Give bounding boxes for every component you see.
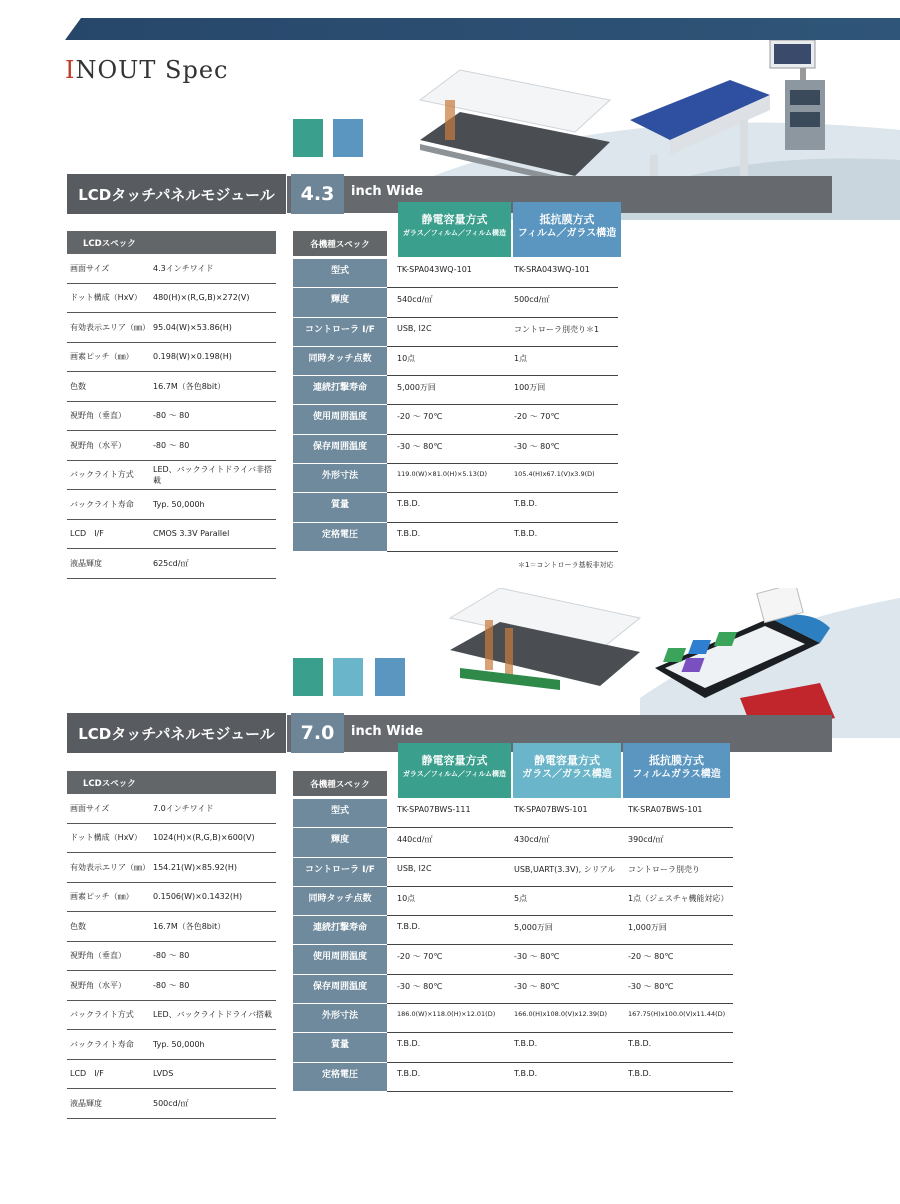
model-spec-value: TK-SPA043WQ-101 (387, 259, 504, 288)
model-spec-label: 定格電圧 (293, 1063, 387, 1092)
model-spec-label: 質量 (293, 493, 387, 522)
lcd-spec-row (67, 520, 276, 550)
lcd-spec-label: バックライト寿命 (70, 499, 134, 509)
model-spec-row (293, 828, 733, 857)
model-spec-value: TK-SRA07BWS-101 (618, 799, 733, 828)
lcd-spec-table-43 (67, 231, 276, 579)
model-spec-row (293, 318, 618, 347)
model-spec-value: 1点 (504, 347, 618, 376)
top-accent-bar (65, 18, 900, 40)
lcd-spec-value: CMOS 3.3V Parallel (153, 529, 230, 539)
model-spec-row (293, 347, 618, 376)
model-spec-row (293, 435, 618, 464)
model-spec-row (293, 858, 733, 887)
lcd-spec-value: LVDS (153, 1069, 174, 1079)
brand-first-letter: I (65, 56, 76, 84)
lcd-spec-label: 有効表示エリア（㎜） (70, 862, 150, 872)
lcd-spec-row (67, 1030, 276, 1060)
lcd-spec-label: 画面サイズ (70, 263, 110, 273)
column-header-capacitive-film: 静電容量方式 ガラス／フィルム／フィルム構造 (398, 743, 511, 798)
model-spec-value: 100万回 (504, 376, 618, 405)
lcd-spec-label: LCD I/F (70, 1069, 104, 1079)
model-spec-label: コントローラ I/F (293, 858, 387, 887)
model-spec-row (293, 493, 618, 522)
model-spec-value: -20 ～ 70℃ (387, 405, 504, 434)
lcd-spec-row (67, 284, 276, 314)
size-unit-7: inch Wide (351, 724, 424, 739)
model-spec-value: コントローラ別売り＊1 (504, 318, 618, 347)
model-spec-value: -30 ～ 80℃ (504, 435, 618, 464)
model-spec-value: TK-SPA07BWS-111 (387, 799, 504, 828)
model-spec-table-70 (293, 771, 733, 1092)
lcd-spec-row (67, 794, 276, 824)
section-title-7: LCDタッチパネルモジュール (67, 713, 286, 753)
model-spec-value: -30 ～ 80℃ (387, 435, 504, 464)
model-spec-value: TK-SRA043WQ-101 (504, 259, 618, 288)
lcd-spec-row (67, 461, 276, 491)
model-spec-value: 167.75(H)x100.0(V)x11.44(D) (618, 1004, 733, 1033)
lcd-spec-label: 液晶輝度 (70, 558, 102, 568)
lcd-spec-label: ドット構成（HxV） (70, 293, 142, 303)
lcd-spec-row (67, 853, 276, 883)
model-spec-value: 10点 (387, 887, 504, 916)
model-spec-value: USB, I2C (387, 858, 504, 887)
lcd-spec-row (67, 490, 276, 520)
model-spec-label: 保存周囲温度 (293, 435, 387, 464)
capacitive-film-color-key (293, 658, 323, 696)
lcd-spec-value: Typ. 50,000h (153, 1039, 205, 1049)
lcd-spec-label: 液晶輝度 (70, 1098, 102, 1108)
lcd-spec-value: -80 ～ 80 (153, 980, 190, 990)
lcd-spec-value: LED、バックライトドライバ搭載 (153, 1010, 273, 1020)
model-spec-value: -30 ～ 80℃ (504, 975, 618, 1004)
model-spec-value: USB, I2C (387, 318, 504, 347)
model-spec-label: 使用周囲温度 (293, 945, 387, 974)
lcd-spec-row (67, 549, 276, 579)
model-spec-value: T.B.D. (387, 916, 504, 945)
model-spec-value: コントローラ別売り (618, 858, 733, 887)
lcd-spec-label: 視野角（水平） (70, 440, 126, 450)
lcd-spec-row (67, 431, 276, 461)
model-spec-value: TK-SPA07BWS-101 (504, 799, 618, 828)
lcd-spec-value: 16.7M（各色8bit） (153, 921, 226, 931)
model-spec-value: -20 ～ 70℃ (387, 945, 504, 974)
model-spec-value: T.B.D. (387, 1033, 504, 1062)
lcd-spec-label: 視野角（垂直） (70, 411, 126, 421)
lcd-spec-value: 0.1506(W)×0.1432(H) (153, 892, 243, 902)
model-spec-row (293, 523, 618, 552)
lcd-spec-row (67, 402, 276, 432)
model-spec-value: 390cd/㎡ (618, 828, 733, 857)
capacitive-color-key (293, 119, 323, 157)
model-spec-row (293, 1063, 733, 1092)
model-spec-header: 各機種スペック (293, 231, 387, 256)
lcd-spec-row (67, 343, 276, 373)
lcd-spec-label: 画面サイズ (70, 803, 110, 813)
lcd-spec-row (67, 942, 276, 972)
model-spec-value: 5,000万回 (387, 376, 504, 405)
section-title: LCDタッチパネルモジュール (67, 174, 286, 214)
lcd-spec-value: 16.7M（各色8bit） (153, 381, 226, 391)
capacitive-glass-color-key (333, 658, 363, 696)
model-spec-label: 型式 (293, 259, 387, 288)
model-spec-label: 使用周囲温度 (293, 405, 387, 434)
size-unit: inch Wide (351, 184, 424, 199)
lcd-spec-label: LCD I/F (70, 529, 104, 539)
model-spec-value: 540cd/㎡ (387, 288, 504, 317)
column-header-resistive: 抵抗膜方式 フィルム／ガラス構造 (513, 202, 621, 257)
lcd-spec-label: 視野角（垂直） (70, 951, 126, 961)
model-spec-value: -20 ～ 80℃ (618, 945, 733, 974)
lcd-spec-row (67, 824, 276, 854)
lcd-spec-header: LCDスペック (67, 231, 276, 254)
model-spec-value: T.B.D. (618, 1033, 733, 1062)
model-spec-value: -30 ～ 80℃ (504, 945, 618, 974)
lcd-spec-value: -80 ～ 80 (153, 411, 190, 421)
size-value-7: 7.0 (291, 713, 344, 753)
model-spec-label: 外形寸法 (293, 1004, 387, 1033)
lcd-spec-label: 有効表示エリア（㎜） (70, 322, 150, 332)
brand-rest: NOUT Spec (75, 56, 229, 84)
model-spec-value: 440cd/㎡ (387, 828, 504, 857)
model-spec-row (293, 975, 733, 1004)
resistive-color-key-7 (375, 658, 405, 696)
model-spec-label: 連続打撃寿命 (293, 376, 387, 405)
model-spec-value: T.B.D. (387, 493, 504, 522)
lcd-spec-value: 154.21(W)×85.92(H) (153, 862, 238, 872)
model-spec-label: 型式 (293, 799, 387, 828)
lcd-spec-label: バックライト寿命 (70, 1039, 134, 1049)
lcd-spec-value: LED、バックライトドライバ非搭載 (153, 464, 273, 485)
model-spec-label: 定格電圧 (293, 523, 387, 552)
model-spec-label: コントローラ I/F (293, 318, 387, 347)
lcd-spec-value: 7.0インチワイド (153, 803, 214, 813)
model-spec-row (293, 1033, 733, 1062)
lcd-spec-value: 480(H)×(R,G,B)×272(V) (153, 293, 250, 303)
model-spec-row (293, 887, 733, 916)
model-spec-value: 1点（ジェスチャ機能対応） (618, 887, 733, 916)
model-spec-label: 質量 (293, 1033, 387, 1062)
model-spec-label: 連続打撃寿命 (293, 916, 387, 945)
resistive-color-key (333, 119, 363, 157)
model-spec-value: 5点 (504, 887, 618, 916)
lcd-spec-label: 画素ピッチ（㎜） (70, 892, 134, 902)
lcd-spec-row (67, 313, 276, 343)
model-spec-value: T.B.D. (387, 1063, 504, 1092)
model-spec-row (293, 1004, 733, 1033)
lcd-spec-row (67, 254, 276, 284)
lcd-spec-row (67, 971, 276, 1001)
lcd-spec-label: 視野角（水平） (70, 980, 126, 990)
lcd-spec-row (67, 912, 276, 942)
lcd-spec-value: Typ. 50,000h (153, 499, 205, 509)
model-spec-value: T.B.D. (504, 523, 618, 552)
lcd-spec-label: バックライト方式 (70, 1010, 134, 1020)
column-header-capacitive-glass: 静電容量方式 ガラス／ガラス構造 (513, 743, 621, 798)
size-value: 4.3 (291, 174, 344, 214)
model-spec-row (293, 799, 733, 828)
model-spec-row (293, 464, 618, 493)
model-spec-row (293, 405, 618, 434)
model-spec-label: 同時タッチ点数 (293, 887, 387, 916)
model-spec-value: T.B.D. (504, 493, 618, 522)
model-spec-value: 1,000万回 (618, 916, 733, 945)
lcd-spec-row (67, 372, 276, 402)
lcd-spec-value: -80 ～ 80 (153, 440, 190, 450)
model-spec-value: T.B.D. (387, 523, 504, 552)
model-spec-value: 119.0(W)×81.0(H)×5.13(D) (387, 464, 504, 493)
lcd-spec-table-70 (67, 771, 276, 1119)
model-spec-value: -30 ～ 80℃ (387, 975, 504, 1004)
model-spec-value: -30 ～ 80℃ (618, 975, 733, 1004)
model-spec-value: 430cd/㎡ (504, 828, 618, 857)
lcd-spec-header-7: LCDスペック (67, 771, 276, 794)
brand-title (65, 56, 228, 84)
model-spec-row (293, 376, 618, 405)
model-spec-label: 輝度 (293, 828, 387, 857)
model-spec-value: T.B.D. (618, 1063, 733, 1092)
model-spec-value: 166.0(H)x108.0(V)x12.39(D) (504, 1004, 618, 1033)
lcd-spec-label: ドット構成（HxV） (70, 833, 142, 843)
lcd-spec-row (67, 1001, 276, 1031)
model-spec-value: 10点 (387, 347, 504, 376)
column-header-resistive-7: 抵抗膜方式 フィルムガラス構造 (623, 743, 730, 798)
model-spec-value: -20 ～ 70℃ (504, 405, 618, 434)
model-spec-value: T.B.D. (504, 1063, 618, 1092)
model-spec-row (293, 259, 618, 288)
model-spec-value: 500cd/㎡ (504, 288, 618, 317)
lcd-spec-value: 1024(H)×(R,G,B)×600(V) (153, 833, 255, 843)
lcd-spec-row (67, 883, 276, 913)
model-spec-row (293, 945, 733, 974)
model-spec-header-7: 各機種スペック (293, 771, 387, 796)
lcd-spec-value: 625cd/㎡ (153, 558, 189, 568)
model-spec-label: 外形寸法 (293, 464, 387, 493)
model-spec-label: 保存周囲温度 (293, 975, 387, 1004)
lcd-spec-row (67, 1060, 276, 1090)
lcd-spec-label: 画素ピッチ（㎜） (70, 352, 134, 362)
model-spec-value: 105.4(H)x67.1(V)x3.9(D) (504, 464, 618, 493)
lcd-spec-label: バックライト方式 (70, 470, 134, 480)
lcd-spec-value: 500cd/㎡ (153, 1098, 189, 1108)
model-spec-row (293, 916, 733, 945)
lcd-spec-label: 色数 (70, 921, 86, 931)
model-spec-value: 186.0(W)×118.0(H)×12.01(D) (387, 1004, 504, 1033)
model-spec-row (293, 288, 618, 317)
lcd-spec-value: 95.04(W)×53.86(H) (153, 322, 232, 332)
footnote: ＊1＝コントローラ基板非対応 (518, 561, 614, 569)
model-spec-value: T.B.D. (504, 1033, 618, 1062)
lcd-spec-value: 4.3インチワイド (153, 263, 214, 273)
model-spec-label: 輝度 (293, 288, 387, 317)
lcd-spec-row (67, 1089, 276, 1119)
model-spec-value: USB,UART(3.3V), シリアル (504, 858, 618, 887)
model-spec-value: 5,000万回 (504, 916, 618, 945)
lcd-spec-label: 色数 (70, 381, 86, 391)
model-spec-label: 同時タッチ点数 (293, 347, 387, 376)
lcd-spec-value: -80 ～ 80 (153, 951, 190, 961)
lcd-spec-value: 0.198(W)×0.198(H) (153, 352, 232, 362)
model-spec-table-43 (293, 231, 618, 552)
column-header-capacitive: 静電容量方式 ガラス／フィルム／フィルム構造 (398, 202, 511, 257)
